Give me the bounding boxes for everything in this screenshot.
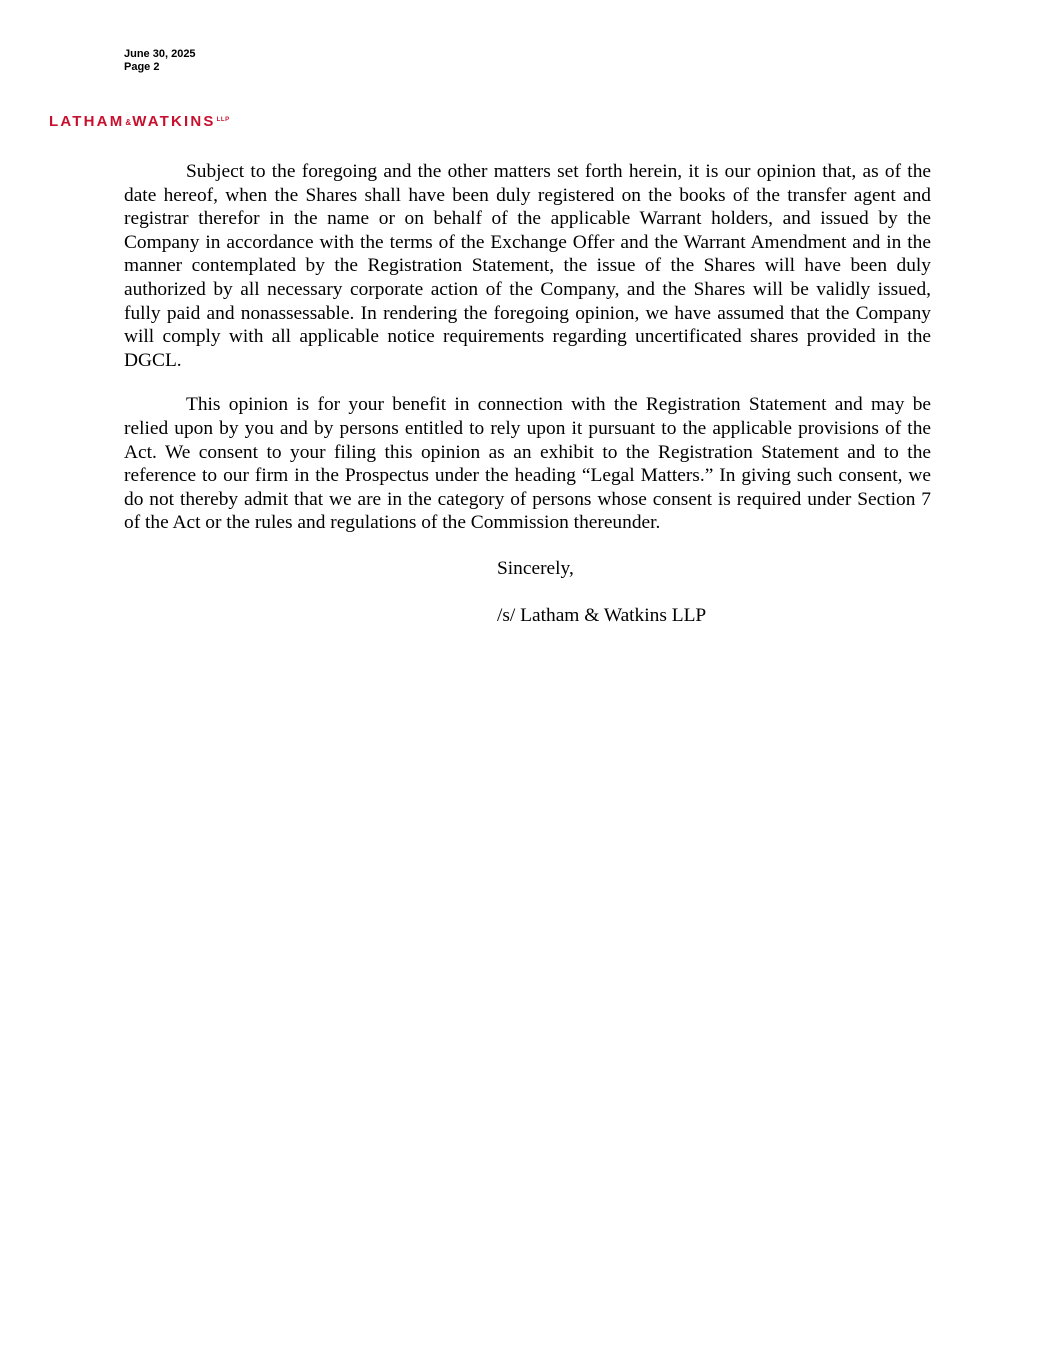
letter-body [124,160,931,556]
body-paragraph-1: Subject to the foregoing and the other matters set forth herein, it is our opinion that, as of the date hereof, when the Shares shall have been duly registered on the books of the transfer agent and registrar therefor in the name or on behalf of the applicable Warrant holders, and issued by the Company in accordance with the terms of the Exchange Offer and the Warrant Amendment and in the manner contemplated by the Registration Statement, the issue of the Shares will have been duly authorized by all necessary corporate action of the Company, and the Shares will be validly issued, fully paid and nonassessable. In rendering the foregoing opinion, we have assumed that the Company will comply with all applicable notice requirements regarding uncertificated shares provided in the DGCL. [124,161,931,371]
header-page-number: Page 2 [124,61,160,73]
header-date: June 30, 2025 [124,48,196,60]
closing-salutation: Sincerely, [497,558,574,579]
logo-left-word: LATHAM [49,113,125,130]
signoff-block [497,557,706,627]
page-header [124,48,196,74]
logo-suffix: LLP [216,117,230,123]
logo-ampersand: & [125,118,132,127]
firm-logo [49,111,230,132]
signature-line: /s/ Latham & Watkins LLP [497,604,707,626]
logo-right-word: WATKINS [132,113,216,130]
body-paragraph-2: This opinion is for your benefit in connection with the Registration Statement and may be relied upon by you and by persons entitled to rely upon it pursuant to the applicable provisions of the Act. We consent to your filing this opinion as an exhibit to the Registration Statement and to the reference to our firm in the Prospectus under the heading “Legal Matters.” In giving such consent, we do not thereby admit that we are in the category of persons whose consent is required under Section 7 of the Act or the rules and regulations of the Commission thereunder. [124,394,931,534]
